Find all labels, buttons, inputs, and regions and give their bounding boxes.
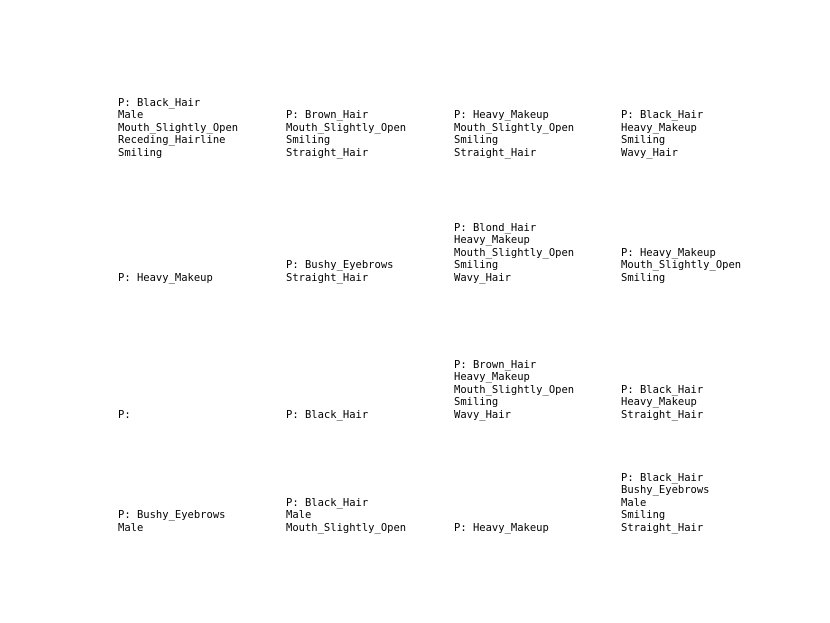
- predicted-label-line: P: Bushy_Eyebrows: [286, 259, 394, 271]
- predicted-label-line: P: Black_Hair: [621, 383, 704, 396]
- predicted-label-line: P: Heavy_Makeup: [454, 109, 549, 121]
- attribute-label-line: Mouth_Slightly_Open: [454, 383, 575, 396]
- predicted-label-line: P: Heavy_Makeup: [454, 521, 549, 534]
- attribute-label-line: Smiling: [621, 271, 666, 284]
- predicted-label-line: P: Brown_Hair: [454, 358, 537, 371]
- attribute-label-line: Heavy_Makeup: [454, 371, 530, 383]
- label-cell: [286, 259, 393, 284]
- label-cell: [118, 409, 131, 422]
- attribute-label-line: Wavy_Hair: [454, 408, 511, 421]
- attribute-label-line: Wavy_Hair: [621, 146, 678, 159]
- attribute-label-line: Straight_Hair: [621, 408, 704, 421]
- label-cell: [118, 272, 213, 285]
- label-cell: [286, 109, 406, 159]
- label-cell: [454, 359, 574, 422]
- label-cell: [454, 222, 574, 285]
- predicted-label-line: P: Black_Hair: [621, 471, 704, 484]
- attribute-label-line: Male: [118, 521, 144, 534]
- predicted-label-line: P: Heavy_Makeup: [118, 271, 213, 284]
- attribute-label-line: Straight_Hair: [286, 146, 369, 159]
- attribute-label-line: Male: [621, 496, 647, 509]
- predicted-label-line: P:: [118, 408, 131, 421]
- label-cell: [118, 97, 238, 160]
- label-cell: [621, 472, 710, 535]
- attribute-label-line: Wavy_Hair: [454, 271, 511, 284]
- attribute-label-line: Straight_Hair: [286, 271, 369, 284]
- label-cell: [118, 509, 225, 534]
- attribute-label-line: Heavy_Makeup: [454, 234, 530, 246]
- predicted-label-line: P: Heavy_Makeup: [621, 246, 716, 259]
- label-cell: [454, 522, 549, 535]
- attribute-label-line: Smiling: [621, 509, 666, 521]
- label-cell: [286, 497, 406, 535]
- predicted-label-line: P: Black_Hair: [118, 96, 201, 109]
- predicted-label-line: P: Bushy_Eyebrows: [118, 509, 226, 521]
- attribute-label-line: Mouth_Slightly_Open: [286, 121, 407, 134]
- attribute-label-line: Mouth_Slightly_Open: [454, 121, 575, 134]
- attribute-label-line: Heavy_Makeup: [621, 396, 697, 408]
- attribute-label-line: Male: [118, 109, 144, 121]
- attribute-label-line: Mouth_Slightly_Open: [621, 259, 742, 271]
- attribute-label-line: Smiling: [454, 396, 499, 408]
- attribute-label-line: Mouth_Slightly_Open: [454, 246, 575, 259]
- label-cell: [621, 384, 703, 422]
- predicted-label-line: P: Black_Hair: [286, 408, 369, 421]
- label-cell: [621, 247, 741, 285]
- attribute-label-line: Mouth_Slightly_Open: [118, 121, 239, 134]
- attribute-label-line: Smiling: [454, 259, 499, 271]
- predicted-label-line: P: Blond_Hair: [454, 221, 537, 234]
- predicted-label-line: P: Black_Hair: [621, 109, 704, 121]
- label-cell: [286, 409, 368, 422]
- attribute-label-line: Straight_Hair: [621, 521, 704, 534]
- attribute-label-line: Smiling: [118, 146, 163, 159]
- attribute-label-line: Male: [286, 509, 312, 521]
- predicted-label-line: P: Brown_Hair: [286, 109, 369, 121]
- label-cell: [621, 109, 703, 159]
- attribute-label-line: Straight_Hair: [454, 146, 537, 159]
- attribute-label-line: Smiling: [286, 134, 331, 146]
- attribute-label-line: Receding_Hairline: [118, 134, 226, 146]
- predicted-label-line: P: Black_Hair: [286, 496, 369, 509]
- attribute-label-line: Heavy_Makeup: [621, 121, 697, 134]
- attribute-label-line: Mouth_Slightly_Open: [286, 521, 407, 534]
- attribute-label-line: Smiling: [621, 134, 666, 146]
- label-cell: [454, 109, 574, 159]
- attribute-label-line: Bushy_Eyebrows: [621, 484, 710, 496]
- attribute-label-line: Smiling: [454, 134, 499, 146]
